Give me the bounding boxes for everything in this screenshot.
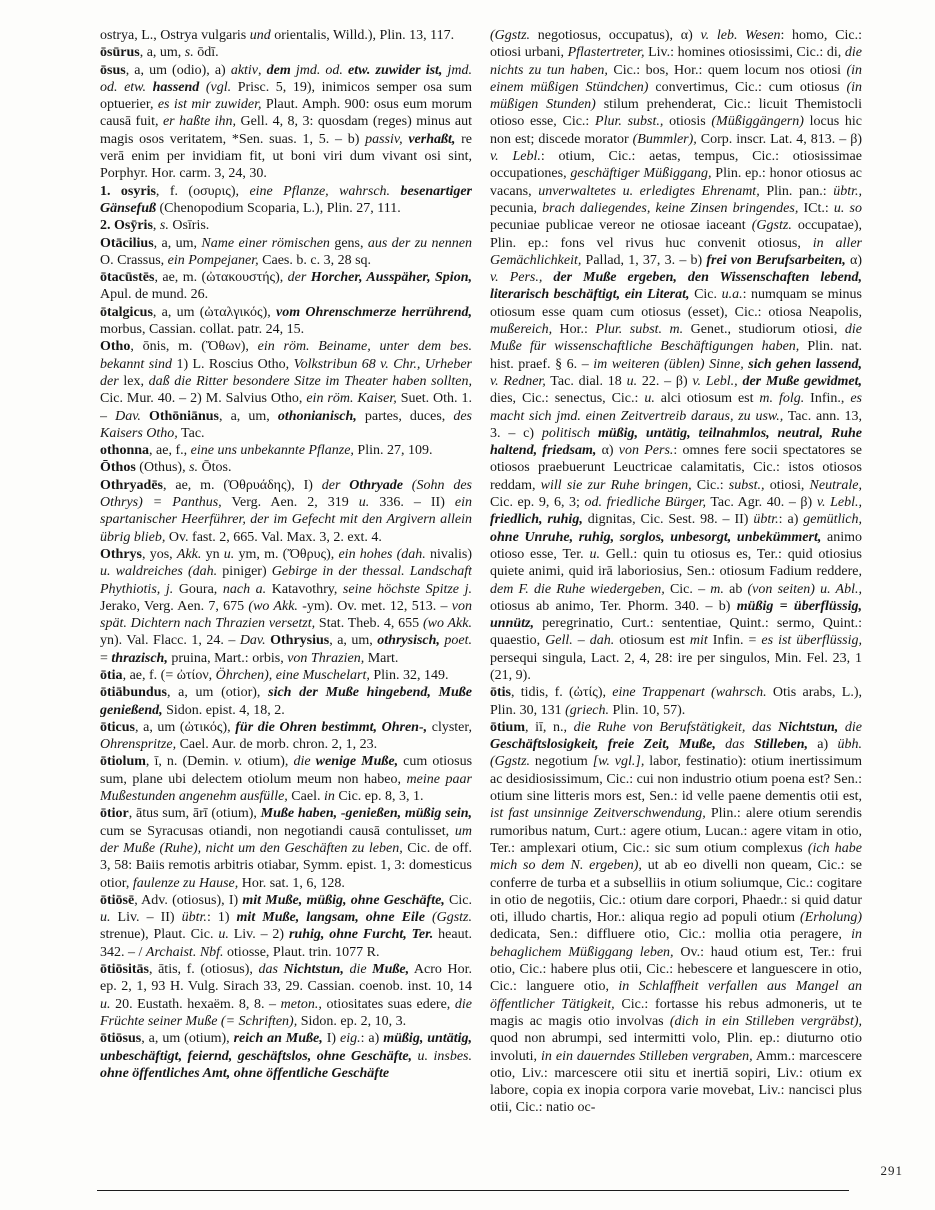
dictionary-entry: Othryadēs, ae, m. (Ὀθρυάδης), I) der Othryade (Sohn des Othrys) = Panthus, Verg. Aen. 2, 319 u. 336. – II) ein spartanischer Heerführer, der im Gefecht mit den Argivern allein übrig blieb, Ov. fast. 2, 665. Val. Max. 3, 2. ext. 4. [100,477,472,545]
dictionary-entry: ōticus, a, um (ὠτικός), für die Ohren bestimmt, Ohren-, clyster, Ohrenspritze, Cael. Aur. de morb. chron. 2, 1, 23. [100,719,472,753]
dictionary-entry: ōtiōsitās, ātis, f. (otiosus), das Nichtstun, die Muße, Acro Hor. ep. 2, 1, 93 H. Vulg. Sirach 33, 29. Cassian. coenob. inst. 10, 14 u. 20. Eustath. hexaëm. 8, 8. – meton., otiositates suas edere, die Früchte seiner Muße (= Schriften), Sidon. ep. 2, 10, 3. [100,962,472,1029]
dictionary-entry: ōtiolum, ī, n. (Demin. v. otium), die wenige Muße, cum otiosus sum, plane ubi delectem otiolum meum non habeo, meine paar Mußestunden angenehm ausfülle, Cael. in Cic. ep. 8, 3, 1. [100,754,472,805]
dictionary-column-right [490,27,862,1169]
dictionary-entry: ōtia, ae, f. (= ὠτίον, Öhrchen), eine Muschelart, Plin. 32, 149. [100,667,449,683]
dictionary-entry: ōtiābundus, a, um (otior), sich der Muße hingebend, Muße genießend, Sidon. epist. 4, 18, 2. [100,685,472,718]
dictionary-entry: Ōthos (Othus), s. Ōtos. [100,460,232,476]
dictionary-entry: ōtis, tidis, f. (ὠτίς), eine Trappenart (wahrsch. Otis arabs, L.), Plin. 30, 131 (griech. Plin. 10, 57). [490,685,862,718]
dictionary-entry: ōtalgicus, a, um (ὠταλγικός), vom Ohrenschmerze herrührend, morbus, Cassian. collat. patr. 24, 15. [100,304,472,338]
dictionary-entry: ōsūrus, a, um, s. ōdī. [100,45,219,61]
dictionary-entry: (Ggstz. negotiosus, occupatus), α) v. leb. Wesen: homo, Cic.: otiosi urbani, Pflastertreter, Liv.: homines otiosissimi, Cic.: di, die nichts zu tun haben, Cic.: bos, Hor.: quem locum nos otiosi (in einem müßigen Stündchen) convertimus, Cic.: cum otiosus (in müßigen Stunden) stilum prehenderat, Cic.: licuit Themistocli otioso esse, Cic.: Plur. subst., otiosis (Müßiggängern) locus hic non est; discede morator (Bummler), Corp. inscr. Lat. 4, 813. – β) v. Lebl.: otium, Cic.: aetas, tempus, Cic.: otiosissimae occupationes, geschäftiger Müßiggang, Plin. ep.: honor otiosus ac vacans, unverwaltetes u. erledigtes Ehrenamt, Plin. pan.: übtr., pecunia, brach daliegendes, keine Zinsen bringendes, ICt.: u. so pecuniae publicae vereor ne otiosae iaceant (Ggstz. occupatae), Plin. ep.: fons vel rivus huc convenit otiosus, in aller Gemächlichkeit, Pallad, 1, 37, 3. – b) frei von Berufsarbeiten, α) v. Pers., der Muße ergeben, den Wissenschaften lebend, literarisch beschäftigt, ein Literat, Cic. u.a.: numquam se minus otiosum esse quam cum otiosus (esset), Cic.: otiosa Neapolis, mußereich, Hor.: Plur. subst. m. Genet., studiorum otiosi, die Muße für wissenschaftliche Beschäftigungen haben, Plin. nat. hist. praef. § 6. – im weiteren (üblen) Sinne, sich gehen lassend, v. Redner, Tac. dial. 18 u. 22. – β) v. Lebl., der Muße gewidmet, dies, Cic.: senectus, Cic.: u. alci otiosum est m. folg. Infin., es macht sich jmd. einen Zeitvertreib daraus, zu usw., Tac. ann. 13, 3. – c) politisch müßig, untätig, teilnahmlos, neutral, Ruhe haltend, friedsam, α) von Pers.: omnes fere socii spectatores se otiosos praebuerunt Leuctricae calamitatis, Cic.: istos otiosos reddam, will sie zur Ruhe bringen, Cic.: subst., otiosi, Neutrale, Cic. ep. 9, 6, 3; od. friedliche Bürger, Tac. Agr. 40. – β) v. Lebl., friedlich, ruhig, dignitas, Cic. Sest. 98. – II) übtr.: a) gemütlich, ohne Unruhe, ruhig, sorglos, unbesorgt, unbekümmert, animo otioso esse, Ter. u. Gell.: quin tu otiosus es, Ter.: quid otiosius quiete animi, quid irā laboriosius, Sen.: otiosum Fadium reddere, dem F. die Ruhe wiedergeben, Cic. – m. ab (von seiten) u. Abl., otiosus ab animo, Ter. Phorm. 340. – b) müßig = überflüssig, unnütz, peregrinatio, Curt.: sententiae, Quint.: sermo, Quint.: quaestio, Gell. – dah. otiosum est mit Infin. = es ist überflüssig, persequi singula, Lact. 2, 4, 28: ire per singulos, Min. Fel. 23, 1 (21, 9). [490,28,862,683]
dictionary-column-left [100,27,472,1169]
dictionary-entry: ostrya, L., Ostrya vulgaris und orientalis, Willd.), Plin. 13, 117. [100,28,455,43]
dictionary-entry: othonna, ae, f., eine uns unbekannte Pflanze, Plin. 27, 109. [100,443,433,459]
dictionary-entry: ōtiōsus, a, um (otium), reich an Muße, I) eig.: a) müßig, untätig, unbeschäftigt, feiernd, geschäftslos, ohne Geschäfte, u. insbes. ohne öffentliches Amt, ohne öffentliche Geschäfte [100,1031,472,1081]
text-columns [100,27,862,1169]
dictionary-entry: 1. osyris, f. (οσυρις), eine Pflanze, wahrsch. besenartiger Gänsefuß (Chenopodium Scoparia, L.), Plin. 27, 111. [100,183,472,216]
dictionary-entry: ōtiōsē, Adv. (otiosus), I) mit Muße, müßig, ohne Geschäfte, Cic. u. Liv. – II) übtr.: 1) mit Muße, langsam, ohne Eile (Ggstz. strenue), Plaut. Cic. u. Liv. – 2) ruhig, ohne Furcht, Ter. heaut. 342. – / Archaist. Nbf. otiosse, Plaut. trin. 1077 R. [100,892,472,960]
dictionary-entry: ōtior, ātus sum, ārī (otium), Muße haben, -genießen, müßig sein, cum se Syracusas otiandi, non negotiandi causā contulisset, um der Muße (Ruhe), nicht um den Geschäften zu leben, Cic. de off. 3, 58: Baiis remotis arbitris otiabar, Symm. epist. 1, 3: domesticus otior, faulenze zu Hause, Hor. sat. 1, 6, 128. [100,806,472,891]
bottom-rule-divider [97,1190,849,1191]
dictionary-entry: ōsus, a, um (odio), a) aktiv, dem jmd. od. etw. zuwider ist, jmd. od. etw. hassend (vgl. Prisc. 5, 19), inimicos semper osa sum optuerier, es ist mir zuwider, Plaut. Amph. 900: osus eum morum causā fuit, er haßte ihn, Gell. 4, 8, 3: quosdam (reges) minus aut magis osos veritatem, *Sen. suas. 1, 5. – b) passiv, verhaßt, re verā enim per invidiam fit, ut boni viri dum vivant osi sint, Porphyr. Hor. carm. 3, 24, 30. [100,62,472,182]
dictionary-entry: ōtium, iī, n., die Ruhe von Berufstätigkeit, das Nichtstun, die Geschäftslosigkeit, freie Zeit, Muße, das Stilleben, a) übh. (Ggstz. negotium [w. vgl.], labor, festinatio): otium inertissimum ac desidiosissimum, Cic.: cui non industrio otium poena est? Sen.: otium sine litteris mors est, Sen.: id velle paene dementis otii est, ist fast unsinnige Zeitverschwendung, Plin.: alere otium serendis rumoribus natum, Curt.: agere otium, Lucan.: agere vitam in otio, Ter.: amplexari otium, Cic.: sic sum otium complexus (ich habe mich so dem N. ergeben), ut ab eo divelli non queam, Cic.: se conferre de turba et a subselliis in otium soliumque, Cic.: cogitare in otio de negotiis, Cic.: otium dare corpori, Phaedr.: si quid datur oti, illudo chartis, Hor.: aliqua regio ad populi otium (Erholung) dedicata, Sen.: diffluere otio, Cic.: mollia otia peragere, in behaglichem Müßiggang leben, Ov.: haud otium est, Ter.: frui otio, Cic.: habere plus otii, Cic.: hebescere et languescere in otio, Cic.: languere otio, in Schlaffheit verfallen aus Mangel an öffentlicher Tätigkeit, Cic.: fortasse his rebus admoneris, ut te magis ac magis otio involvas (dich in ein Stilleben vergräbst), quod non abrumpi, sed intermitti volo, Plin. ep.: diuturno otio involuti, in ein dauerndes Stilleben vergraben, Amm.: marcescere otio, Liv.: marcescere otii situ et inertiā sopiri, Liv.: otium ex labore, copia ex inopia corpora varie movebat, Liv.: nancisci plus otii, Cic.: natio oc- [490,719,862,1116]
dictionary-entry: 2. Osȳris, s. Osīris. [100,218,210,234]
dictionary-entry: ōtacūstēs, ae, m. (ὠτακουστής), der Horcher, Ausspäher, Spion, Apul. de mund. 26. [100,270,472,303]
page-number: 291 [880,1163,903,1178]
dictionary-entry: Othrys, yos, Akk. yn u. ym, m. (Ὄθρυς), ein hohes (dah. nivalis) u. waldreiches (dah. piniger) Gebirge in der thessal. Landschaft Phythiotis, j. Goura, nach a. Katavothry, seine höchste Spitze j. Jerako, Verg. Aen. 7, 675 (wo Akk. -ym). Ov. met. 12, 513. – von spät. Dichtern nach Thrazien versetzt, Stat. Theb. 4, 655 (wo Akk. yn). Val. Flacc. 1, 24. – Dav. Othrysius, a, um, othrysisch, poet. = thrazisch, pruina, Mart.: orbis, von Thrazien, Mart. [100,546,472,666]
dictionary-entry: Otācilius, a, um, Name einer römischen gens, aus der zu nennen O. Crassus, ein Pompejaner, Caes. b. c. 3, 28 sq. [100,235,472,268]
dictionary-entry: Otho, ōnis, m. (Ὄθων), ein röm. Beiname, unter dem bes. bekannt sind 1) L. Roscius Otho, Volkstribun 68 v. Chr., Urheber der lex, daß die Ritter besondere Sitze im Theater haben sollten, Cic. Mur. 40. – 2) M. Salvius Otho, ein röm. Kaiser, Suet. Oth. 1. – Dav. Othōniānus, a, um, othonianisch, partes, duces, des Kaisers Otho, Tac. [100,339,472,441]
